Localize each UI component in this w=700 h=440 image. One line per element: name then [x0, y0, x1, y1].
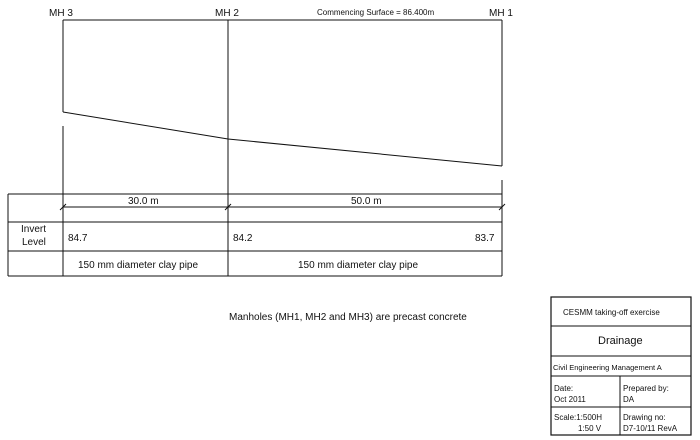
title-block: [551, 297, 691, 435]
scale-horizontal: Scale:1:500H: [554, 413, 603, 422]
exercise-name: CESMM taking-off exercise: [563, 308, 660, 317]
course-name: Civil Engineering Management A: [553, 363, 662, 372]
invert-value-mh3: 84.7: [68, 233, 88, 244]
prepared-by-label: Prepared by:: [623, 384, 669, 393]
date-value: Oct 2011: [554, 395, 586, 404]
distance-mh3-mh2: 30.0 m: [128, 196, 159, 207]
drawing-title: Drainage: [598, 335, 643, 347]
invert-label-line1: Invert: [21, 224, 47, 235]
manholes-note: Manholes (MH1, MH2 and MH3) are precast concrete: [229, 312, 467, 323]
drawing-number-value: D7-10/11 RevA: [623, 424, 678, 433]
scale-vertical: 1:50 V: [578, 424, 602, 433]
mh2-label: MH 2: [215, 8, 239, 19]
date-label: Date:: [554, 384, 574, 393]
invert-value-mh1: 83.7: [475, 233, 495, 244]
pipe-description-mh3-mh2: 150 mm diameter clay pipe: [78, 260, 199, 271]
mh3-label: MH 3: [49, 8, 73, 19]
invert-value-mh2: 84.2: [233, 233, 253, 244]
distance-mh2-mh1: 50.0 m: [351, 196, 382, 207]
prepared-by-value: DA: [623, 395, 635, 404]
mh1-label: MH 1: [489, 8, 513, 19]
commencing-surface-label: Commencing Surface = 86.400m: [317, 8, 435, 17]
pipe-invert-profile: [63, 112, 502, 166]
pipe-description-mh2-mh1: 150 mm diameter clay pipe: [298, 260, 419, 271]
drawing-number-label: Drawing no:: [623, 413, 666, 422]
invert-label-line2: Level: [22, 237, 46, 248]
